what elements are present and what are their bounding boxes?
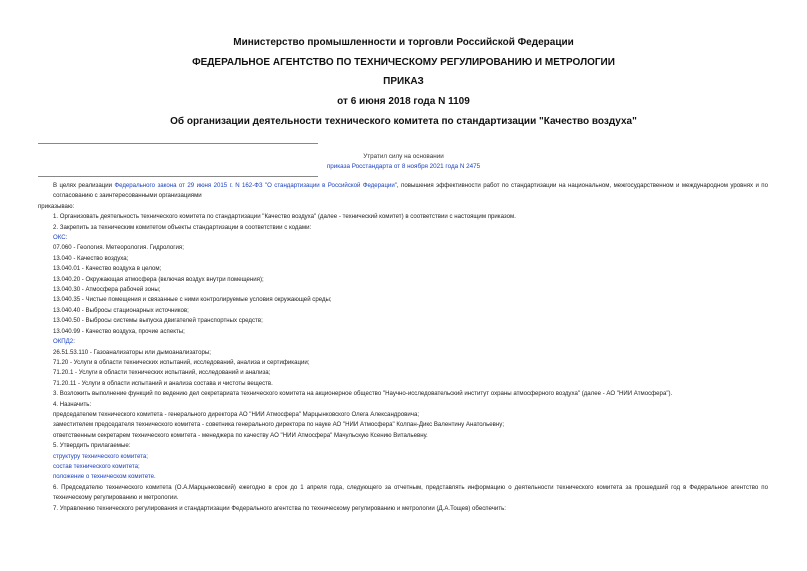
intro-text: В целях реализации — [53, 182, 115, 189]
okpd2-code-item: 71.20.11 - Услуги в области испытаний и анализа состава и чистоты веществ. — [53, 379, 273, 387]
clause-4: 4. Назначить: — [53, 400, 92, 408]
intro-text: , повышения эффективности работ по стандартизации на национальном, межгосударственном и международном уровнях и по согласованию с заинтересованными организациями — [53, 182, 768, 200]
oks-code-item: 13.040.35 - Чистые помещения и связанные с ними контролируемые условия окружающей среды; — [53, 296, 332, 304]
appointment-item: заместителем председателя технического комитета - советника генерального директора по науке АО "НИИ Атмосфера" Колпан-Дикс Валентину Анатольевну; — [53, 421, 505, 429]
committee-composition-link[interactable]: состав технического комитета; — [53, 462, 140, 470]
divider — [38, 176, 318, 177]
appointment-item: председателем технического комитета - генерального директора АО "НИИ Атмосфера" Марцынковского Олега Александровича; — [53, 410, 420, 418]
committee-structure-link[interactable]: структуру технического комитета; — [53, 452, 148, 460]
oks-code-item: 07.060 - Геология. Метеорология. Гидрология; — [53, 244, 184, 252]
clause-1: 1. Организовать деятельность технического комитета по стандартизации "Качество воздуха" (далее - технический комитет) в соответствии с настоящим приказом. — [53, 213, 516, 221]
document-type: ПРИКАЗ — [383, 76, 424, 87]
repeal-order-link[interactable]: приказа Росстандарта от 8 ноября 2021 года N 2475 — [326, 163, 481, 170]
clause-6: 6. Председателю технического комитета (О.А.Марцынковский) ежегодно в срок до 1 апреля года, следующего за отчетным, представлять информацию о деятельности технического комитета за прошедший год в Федеральное агентство по техническому регулированию и метрологии. — [53, 483, 768, 502]
agency-heading: ФЕДЕРАЛЬНОЕ АГЕНТСТВО ПО ТЕХНИЧЕСКОМУ РЕГУЛИРОВАНИЮ И МЕТРОЛОГИИ — [192, 57, 615, 68]
okpd2-link[interactable]: ОКПД2 — [53, 338, 74, 346]
clause-2: 2. Закрепить за техническим комитетом объекты стандартизации в соответствии с кодами: — [53, 223, 312, 231]
document-body — [38, 181, 768, 514]
oks-code-item: 13.040.40 - Выбросы стационарных источников; — [53, 306, 189, 314]
ministry-heading: Министерство промышленности и торговли Российской Федерации — [233, 37, 574, 48]
oks-code-item: 13.040.20 - Окружающая атмосфера (включая воздух внутри помещения); — [53, 275, 264, 283]
divider — [38, 143, 318, 144]
okpd2-code-item: 71.20.1 - Услуги в области технических испытаний, исследований и анализа; — [53, 369, 271, 377]
okpd2-code-item: 26.51.53.110 - Газоанализаторы или дымоанализаторы; — [53, 348, 211, 356]
okpd2-code-item: 71.20 - Услуги в области технических испытаний, исследований, анализа и сертификации; — [53, 358, 310, 366]
clause-3: 3. Возложить выполнение функций по ведению дел секретариата технического комитета на акционерное общество "Научно-исследовательский институт охраны атмосферного воздуха" (далее - АО "НИИ Атмосфера"). — [53, 390, 673, 398]
appointment-item: ответственным секретарем технического комитета - менеджера по качеству АО "НИИ Атмосфера" Мачульскую Ксению Витальевну. — [53, 431, 428, 439]
status-note: Утратил силу на основании — [363, 153, 444, 160]
oks-code-item: 13.040.01 - Качество воздуха в целом; — [53, 265, 162, 273]
committee-regulation-link[interactable]: положение о техническом комитете. — [53, 473, 156, 481]
federal-law-link[interactable]: Федерального закона от 29 июня 2015 г. N 162-ФЗ "О стандартизации в Российской Федерации" — [114, 182, 397, 189]
colon: : — [65, 234, 68, 242]
oks-code-item: 13.040.30 - Атмосфера рабочей зоны; — [53, 286, 161, 294]
colon: : — [73, 338, 75, 346]
oks-link[interactable]: ОКС — [53, 234, 66, 242]
oks-code-item: 13.040.99 - Качество воздуха, прочие аспекты; — [53, 327, 185, 335]
intro-paragraph — [38, 181, 768, 202]
clause-7: 7. Управлению технического регулирования и стандартизации Федерального агентства по техническому регулированию и метрологии (Д.А.Тощев) обеспечить: — [53, 504, 506, 512]
document-date-number: от 6 июня 2018 года N 1109 — [337, 96, 470, 107]
oks-code-item: 13.040.50 - Выбросы системы выпуска двигателей транспортных средств; — [53, 317, 263, 325]
clause-5: 5. Утвердить прилагаемые: — [53, 442, 131, 450]
oks-code-item: 13.040 - Качество воздуха; — [53, 254, 129, 262]
order-word: приказываю: — [38, 202, 75, 210]
document-title: Об организации деятельности технического комитета по стандартизации "Качество воздуха" — [170, 116, 637, 127]
